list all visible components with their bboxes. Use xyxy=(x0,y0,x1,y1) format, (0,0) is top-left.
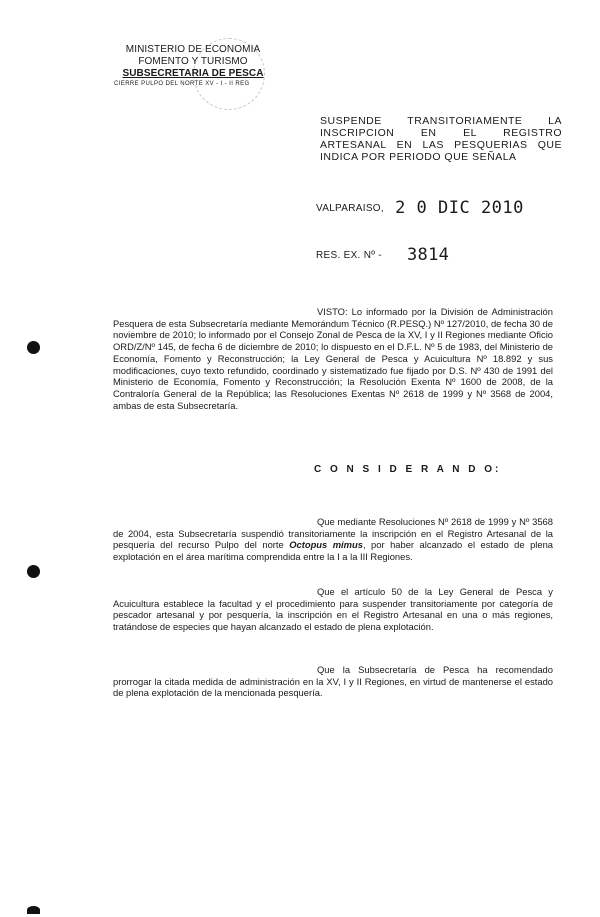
resolution-number-line xyxy=(316,245,449,265)
considerando-3: Que la Subsecretaría de Pesca ha recomendado prorrogar la citada medida de administración en la XV, I y II Regiones, en virtud de mantenerse el estado de plena explotación de la mencionada pesquería. xyxy=(113,664,553,699)
ministry-name-line2: FOMENTO Y TURISMO xyxy=(138,56,248,67)
date-stamp: 2 0 DIC 2010 xyxy=(395,198,524,218)
c1-text-a: Que mediante Resoluciones Nº 2618 de 1999 y Nº 3568 de 2004, esta Subsecretaría suspendió transitoriamente la inscripción en el Registro Artesanal de la pesquería del recurso Pulpo del norte xyxy=(113,516,553,551)
resolution-title: SUSPENDE TRANSITORIAMENTE LA INSCRIPCION EN EL REGISTRO ARTESANAL EN LAS PESQUERIAS QUE INDICA POR PERIODO QUE SEÑALA xyxy=(320,115,562,163)
species-name: Octopus mimus xyxy=(289,539,363,551)
punch-hole-middle xyxy=(27,565,40,578)
punch-hole-bottom xyxy=(27,906,40,914)
visto-paragraph: VISTO: Lo informado por la División de Administración Pesquera de esta Subsecretaría mediante Memorándum Técnico (R.PESQ.) Nº 127/2010, de fecha 30 de noviembre de 2010; lo informado por el Consejo Zonal de Pesca de la XV, I y II Regiones mediante Oficio ORD/Z/Nº 145, de fecha 6 de diciembre de 2010; lo dispuesto en el D.F.L. Nº 5 de 1983, del Ministerio de Economía, Fomento y Reconstrucción; la Ley General de Pesca y Acuicultura Nº 18.892 y sus modificaciones, cuyo texto refundido, coordinado y sistematizado fue fijado por D.S. Nº 430 de 1991 del Ministerio de Economía, Fomento y Reconstrucción; la Resolución Exenta Nº 1600 de 2008, de la Contraloría General de la República; las Resoluciones Exentas Nº 2618 de 1999 y Nº 3568 de 2004, ambas de esta Subsecretaría. xyxy=(113,306,553,411)
ministry-name: MINISTERIO DE ECONOMIA xyxy=(125,44,261,55)
letterhead xyxy=(108,44,278,89)
res-number: 3814 xyxy=(407,245,450,265)
letterhead-subtitle: CIERRE PULPO DEL NORTE XV - I - II REG xyxy=(114,81,250,87)
place: VALPARAISO, xyxy=(316,203,384,214)
subsecretaria-name: SUBSECRETARIA DE PESCA xyxy=(122,68,264,79)
punch-hole-top xyxy=(27,341,40,354)
considerando-2: Que el artículo 50 de la Ley General de Pesca y Acuicultura establece la facultad y el procedimiento para suspender transitoriamente por categoría de pescador artesanal y por pesquería, la inscripción en el Registro Artesanal en una o más regiones, tratándose de especies que hayan alcanzado el estado de plena explotación. xyxy=(113,586,553,633)
considerando-heading: C O N S I D E R A N D O: xyxy=(314,464,502,475)
res-label: RES. EX. Nº - xyxy=(316,250,382,261)
c1-text-b: , por haber alcanzado el estado de plena explotación en el área marítima comprendida entre la I a la III Regiones. xyxy=(113,539,554,563)
date-line xyxy=(316,198,524,218)
considerando-1 xyxy=(113,516,553,563)
